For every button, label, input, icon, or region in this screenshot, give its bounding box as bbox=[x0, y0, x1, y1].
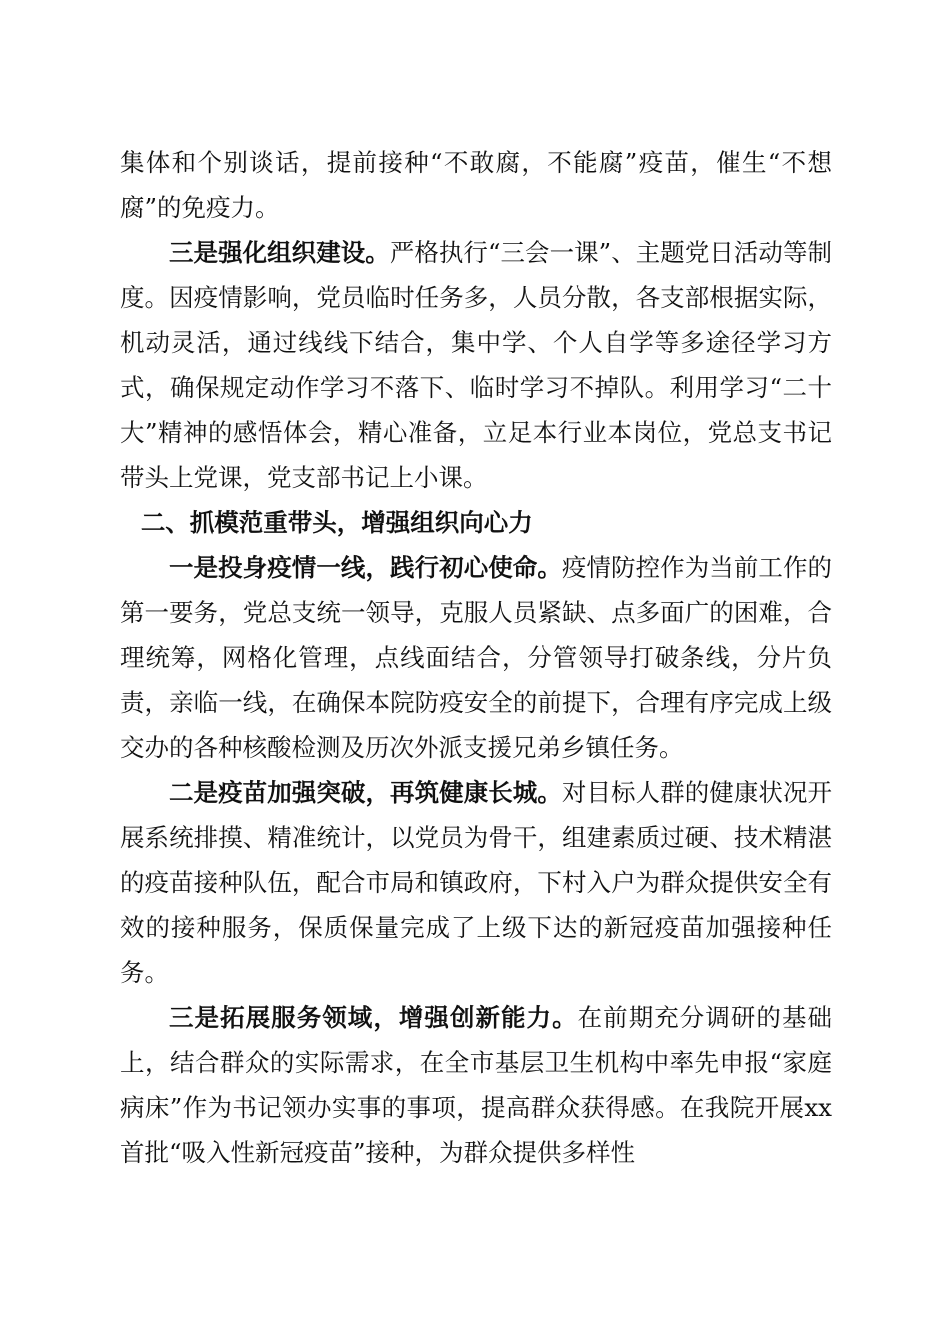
paragraph-vaccine-booster bbox=[120, 770, 832, 995]
paragraph-text: 疫情防控作为当前工作的第一要务，党总支统一领导，克服人员紧缺、点多面广的困难，合理统筹，网格化管理，点线面结合，分管领导打破条线，分片负责，亲临一线，在确保本院防疫安全的前提下，合理有序完成上级交办的各种核酸检测及历次外派支援兄弟乡镇任务。 bbox=[120, 553, 832, 762]
section-heading: 二、抓模范重带头，增强组织向心力 bbox=[140, 508, 533, 537]
paragraph-organization-building bbox=[120, 230, 832, 500]
paragraph-epidemic-frontline bbox=[120, 545, 832, 770]
document-body bbox=[120, 140, 832, 1175]
paragraph-text: 严格执行“三会一课”、主题党日活动等制度。因疫情影响，党员临时任务多，人员分散，各支部根据实际，机动灵活，通过线线下结合，集中学、个人自学等多途径学习方式，确保规定动作学习不落下、临时学习不掉队。利用学习“二十大”精神的感悟体会，精心准备，立足本行业本岗位，党总支书记带头上党课，党支部书记上小课。 bbox=[120, 238, 832, 492]
paragraph-text: 集体和个别谈话，提前接种“不敢腐，不能腐”疫苗，催生“不想腐”的免疫力。 bbox=[120, 148, 832, 222]
paragraph-lead: 三是强化组织建设。 bbox=[169, 238, 390, 267]
paragraph-text: 在前期充分调研的基础上，结合群众的实际需求，在全市基层卫生机构中率先申报“家庭病床”作为书记领办实事的事项，提高群众获得感。在我院开展xx首批“吸入性新冠疫苗”接种，为群众提供多样性 bbox=[120, 1003, 832, 1167]
paragraph-service-expansion bbox=[120, 995, 832, 1175]
paragraph-text: 对目标人群的健康状况开展系统排摸、精准统计，以党员为骨干，组建素质过硬、技术精湛的疫苗接种队伍，配合市局和镇政府，下村入户为群众提供安全有效的接种服务，保质保量完成了上级下达的新冠疫苗加强接种任务。 bbox=[120, 778, 832, 987]
paragraph-lead: 二是疫苗加强突破，再筑健康长城。 bbox=[169, 778, 562, 807]
paragraph-lead: 一是投身疫情一线，践行初心使命。 bbox=[169, 553, 562, 582]
paragraph-lead: 三是拓展服务领域，增强创新能力。 bbox=[169, 1003, 578, 1032]
paragraph-continuation bbox=[120, 140, 832, 230]
